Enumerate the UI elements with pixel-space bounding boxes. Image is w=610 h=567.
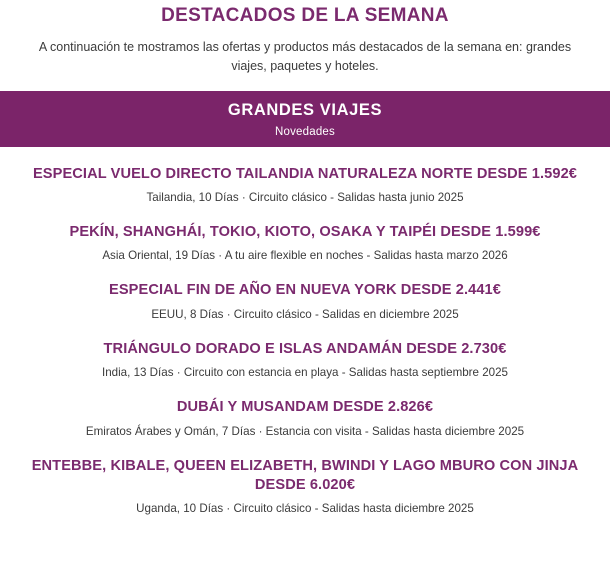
section-banner-grandes-viajes	[0, 91, 610, 147]
offer-description: Asia Oriental, 19 Días · A tu aire flexible en noches - Salidas hasta marzo 2026	[102, 249, 508, 263]
offer-title[interactable]: ESPECIAL VUELO DIRECTO TAILANDIA NATURALEZA NORTE DESDE 1.592€	[32, 165, 578, 182]
page-title: DESTACADOS DE LA SEMANA	[161, 5, 449, 26]
newsletter-page	[0, 5, 610, 567]
offer-description: Uganda, 10 Días · Circuito clásico - Salidas hasta diciembre 2025	[136, 502, 474, 516]
offer-description: EEUU, 8 Días · Circuito clásico - Salidas en diciembre 2025	[151, 307, 459, 321]
offer-description: Emiratos Árabes y Omán, 7 Días · Estancia con visita - Salidas hasta diciembre 2025	[85, 424, 525, 438]
offers-list	[0, 165, 610, 518]
offer-description: India, 13 Días · Circuito con estancia en playa - Salidas hasta septiembre 2025	[101, 366, 508, 380]
list-item[interactable]	[18, 340, 592, 381]
section-banner-subtitle: Novedades	[275, 125, 335, 138]
offer-title[interactable]: ESPECIAL FIN DE AÑO EN NUEVA YORK DESDE 2.441€	[109, 282, 501, 299]
offer-title[interactable]: DUBÁI Y MUSANDAM DESDE 2.826€	[176, 399, 434, 416]
offer-description: Tailandia, 10 Días · Circuito clásico - Salidas hasta junio 2025	[146, 190, 464, 204]
intro-paragraph: A continuación te mostramos las ofertas y productos más destacados de la semana en: grandes viajes, paquetes y hoteles.	[38, 40, 572, 74]
list-item[interactable]	[18, 281, 592, 322]
section-banner-title: GRANDES VIAJES	[227, 100, 383, 119]
offer-title[interactable]: TRIÁNGULO DORADO E ISLAS ANDAMÁN DESDE 2.730€	[103, 340, 507, 357]
list-item[interactable]	[18, 165, 592, 206]
list-item[interactable]	[18, 457, 592, 518]
list-item[interactable]	[18, 223, 592, 264]
offer-title[interactable]: PEKÍN, SHANGHÁI, TOKIO, KIOTO, OSAKA Y TAIPÉI DESDE 1.599€	[69, 224, 541, 241]
list-item[interactable]	[18, 398, 592, 439]
offer-title[interactable]: ENTEBBE, KIBALE, QUEEN ELIZABETH, BWINDI Y LAGO MBURO CON JINJA DESDE 6.020€	[31, 457, 579, 494]
